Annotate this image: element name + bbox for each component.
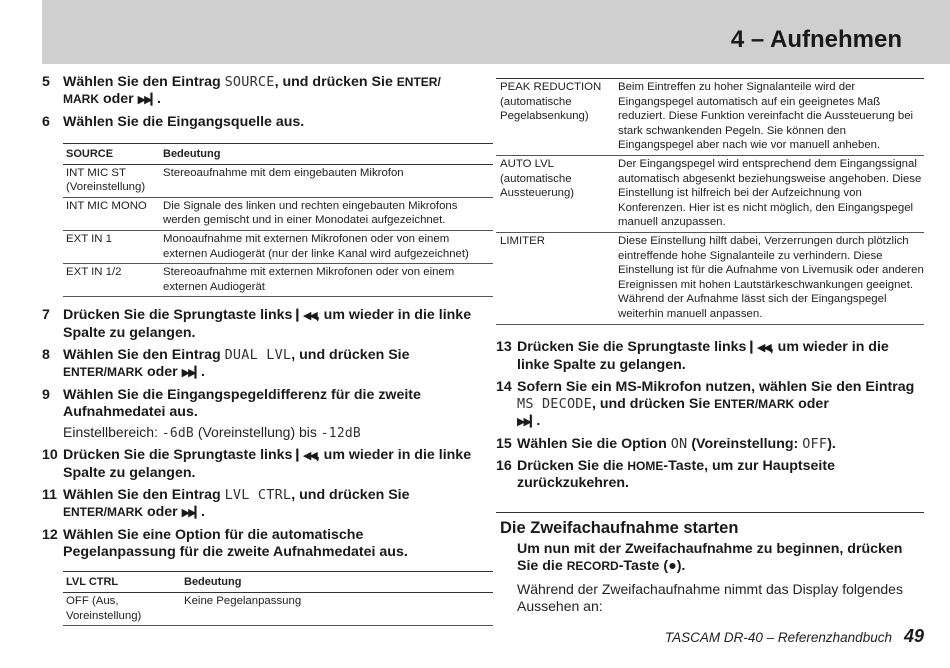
next-icon: ▶▶▎ [137, 94, 158, 106]
page-footer [665, 626, 924, 647]
page-number: 49 [903, 626, 924, 646]
step-11: 11 Wählen Sie den Eintrag LVL CTRL, und drücken Sie ENTER/MARK oder ▶▶▎. [42, 487, 410, 521]
step-7: 7 Drücken Sie die Sprungtaste links ▎◀◀, um wieder in die linke Spalte zu gelangen. [42, 307, 472, 342]
step-14: 14 Sofern Sie ein MS-Mikrofon nutzen, wählen Sie den Eintrag MS DECODE, und drücken Sie ENTER/MARK oder ▶▶▎. [496, 378, 915, 429]
step-6: 6 Wählen Sie die Eingangsquelle aus. [42, 114, 305, 130]
step-16: 16 Drücken Sie die HOME-Taste, um zur Hauptseite zurückzukehren. [496, 457, 835, 491]
source-table [63, 143, 493, 297]
table-header-row: LVL CTRL Bedeutung [63, 572, 493, 593]
table-row: EXT IN 1 Monoaufnahme mit externen Mikrofonen oder von einem externen Audiogerät (nur der linke Kanal wird aufgezeichnet) [63, 230, 493, 263]
table-row: OFF (Aus, Voreinstellung) Keine Pegelanpassung [63, 592, 493, 625]
record-icon: ● [668, 557, 677, 574]
table-row: EXT IN 1/2 Stereoaufnahme mit externen Mikrofonen oder von einem externen Audiogerät [63, 264, 493, 297]
footer-text: TASCAM DR-40 – Referenzhandbuch [664, 630, 892, 645]
prev-icon: ▎◀◀ [750, 341, 770, 354]
chapter-title: 4 – Aufnehmen [730, 26, 902, 53]
table-row: PEAK REDUCTION (automatische Pegelabsenkung) Beim Eintreffen zu hoher Signalanteile wird der Eingangspegel automatisch auf ein geeignetes Maß reduziert. Diese Funktion vereinfacht die Aussteuerung bei stark schwankenden Pegeln. Sie können den Eingangspegel aber nach wie vor manuell anheben. [496, 79, 924, 156]
lcd-ms-decode: MS DECODE [517, 395, 592, 412]
prev-icon: ▎◀◀ [296, 310, 316, 323]
key-enter-mark: ENTER/MARK [63, 505, 143, 520]
next-icon: ▶▶▎ [181, 367, 202, 380]
section-divider [496, 512, 924, 513]
step-5: 5 Wählen Sie den Eintrag SOURCE, und drücken Sie ENTER/ MARK oder ▶▶▎. [42, 74, 441, 107]
table-header-row: SOURCE Bedeutung [63, 144, 493, 165]
next-icon: ▶▶▎ [181, 507, 202, 520]
key-home: HOME [627, 458, 664, 473]
table-row: INT MIC ST (Voreinstellung) Stereoaufnahme mit dem eingebauten Mikrofon [63, 164, 493, 197]
key-enter-mark: ENTER/MARK [714, 396, 795, 411]
next-icon: ▶▶▎ [517, 415, 537, 428]
step-13: 13 Drücken Sie die Sprungtaste links ▎◀◀, um wieder in die linke Spalte zu gelangen. [496, 338, 889, 373]
lcd-on: ON [670, 435, 688, 452]
lcd-dual-lvl: DUAL LVL [224, 347, 292, 364]
step-10: 10 Drücken Sie die Sprungtaste links ▎◀◀, um wieder in die linke Spalte zu gelangen. [42, 447, 472, 482]
lcd-lvl-ctrl: LVL CTRL [224, 487, 292, 504]
section-intro: Um nun mit der Zweifachaufnahme zu beginnen, drücken Sie die RECORD-Taste (●). [517, 540, 903, 574]
step-8: 8 Wählen Sie den Eintrag DUAL LVL, und drücken Sie ENTER/MARK oder ▶▶▎. [42, 347, 410, 381]
lcd-source: SOURCE [224, 74, 275, 90]
lvl-ctrl-table [63, 571, 493, 626]
key-record: RECORD [566, 558, 619, 573]
left-column [42, 74, 472, 626]
page-header [42, 0, 950, 64]
step-12: 12 Wählen Sie eine Option für die automatische Pegelanpassung für die zweite Aufnahmedatei aus. [42, 527, 408, 561]
key-enter-mark: ENTER/ [396, 75, 441, 89]
setting-range: Einstellbereich: -6dB (Voreinstellung) bis -12dB [63, 424, 361, 442]
right-column [496, 78, 924, 615]
section-paragraph: Während der Zweifachaufnahme nimmt das Display folgendes Aussehen an: [517, 580, 903, 614]
lcd-off: OFF [802, 435, 828, 452]
key-enter-mark: ENTER/MARK [63, 365, 143, 380]
lvl-ctrl-table-continued [496, 78, 924, 325]
step-15: 15 Wählen Sie die Option ON (Voreinstellung: OFF). [496, 435, 836, 452]
section-title: Die Zweifachaufnahme starten [500, 518, 739, 537]
table-row: INT MIC MONO Die Signale des linken und rechten eingebauten Mikrofons werden gemischt und in einer Monodatei aufgezeichnet. [63, 197, 493, 230]
table-row: AUTO LVL (automatische Aussteuerung) Der Eingangspegel wird entsprechend dem Eingangssignal automatisch abgesenkt beziehungsweise angehoben. Diese Einstellung ist hilfreich bei der Aufzeichnung von Konferenzen. Hier ist es nicht möglich, den Eingangspegel manuell anzupassen. [496, 155, 924, 232]
table-row: LIMITER Diese Einstellung hilft dabei, Verzerrungen durch plötzlich eintreffende hohe Signalanteile zu verhindern. Diese Einstellung ist für die Aufnahme von Livemusik oder anderen Ereignissen mit hohen Lautstärkeschwankungen geeignet. Während der Aufnahme lässt sich der Eingangspegel weiterhin manuell anpassen. [496, 232, 924, 324]
step-9: 9 Wählen Sie die Eingangspegeldifferenz für die zweite Aufnahmedatei aus. [42, 387, 421, 421]
prev-icon: ▎◀◀ [296, 450, 316, 463]
